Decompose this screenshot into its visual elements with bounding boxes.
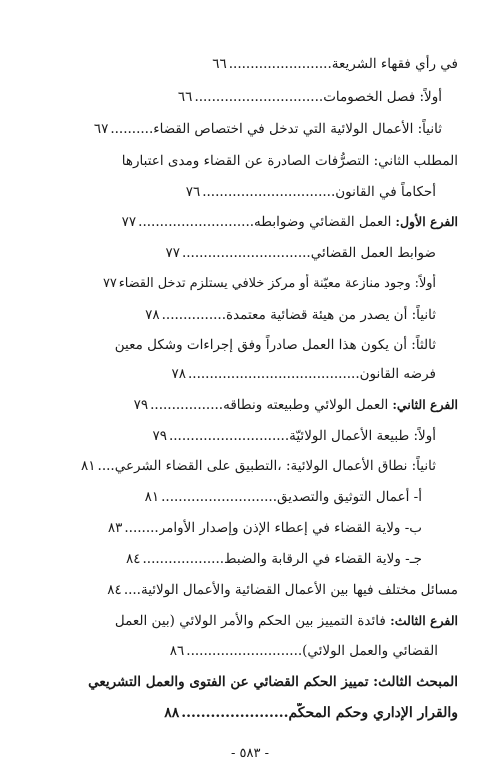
toc-entry	[36, 611, 458, 631]
toc-entry-text: القضائي والعمل الولائي)	[302, 643, 438, 659]
toc-entry	[36, 487, 422, 507]
toc-entry	[36, 580, 458, 600]
toc-entry	[36, 703, 458, 723]
toc-entry-text: ب- ولاية القضاء في إعطاء الإذن وإصدار الأوامر	[158, 520, 422, 536]
toc-entry-text: أولاً: فصل الخصومات	[323, 89, 442, 105]
toc-entry-leader: ........	[124, 520, 159, 536]
toc-entry-text: ثالثاً: أن يكون هذا العمل صادراً وفق إجراءات وشكل معين	[114, 337, 436, 353]
toc-entry-tag: الفرع الثاني:	[392, 397, 458, 412]
toc-entry	[36, 119, 442, 139]
toc-entry-text: ضوابط العمل القضائي	[310, 245, 436, 261]
toc-entry-text: أ- أعمال التوثيق والتصديق	[277, 489, 422, 505]
toc-entry	[36, 456, 436, 476]
toc-entry-text: في رأي فقهاء الشريعة	[331, 56, 458, 72]
toc-entry	[36, 87, 442, 107]
toc-entry	[36, 426, 436, 446]
toc-entry-leader: ..............................	[181, 245, 311, 261]
page-number: - ٥٨٣ -	[230, 746, 269, 761]
toc-entry-page: ٧٩	[152, 428, 167, 444]
toc-entry-text: العمل القضائي وضوابطه	[254, 214, 392, 230]
toc-entry-text: أولاً: وجود منازعة معيّنة أو مركز خلافي يستلزم تدخل القضاء	[118, 276, 436, 291]
toc-entry	[36, 641, 438, 661]
toc-entry	[36, 305, 436, 325]
toc-entry-text: جـ- ولاية القضاء في الرقابة والضبط	[224, 551, 422, 567]
toc-entry	[36, 243, 436, 263]
toc-entry-leader: ...........................	[186, 643, 303, 659]
toc-entry-page: ٦٧	[93, 121, 109, 137]
toc-entry-page: ٧٧	[165, 245, 180, 261]
toc-entry-leader: ...........................	[138, 214, 255, 230]
toc-entry-text: ثانياً: الأعمال الولائية التي تدخل في اختصاص القضاء	[153, 121, 442, 137]
toc-entry-tag: الفرع الأول:	[395, 214, 458, 229]
toc-entry-text: فرضه القانون	[359, 366, 436, 382]
toc-entry-text: مسائل مختلف فيها بين الأعمال القضائية والأعمال الولائية	[140, 582, 458, 598]
toc-entry-page: ٨١	[81, 458, 96, 474]
toc-entry-page: ٧٧	[102, 276, 117, 291]
toc-entry-text: فائدة التمييز بين الحكم والأمر الولائي (بين العمل	[114, 613, 386, 629]
toc-entry-leader: ...............................	[202, 184, 336, 200]
toc-entry-leader: ...................	[142, 551, 225, 567]
toc-entry-text: أولاً: طبيعة الأعمال الولائيّة	[289, 428, 436, 444]
toc-section-heading: المبحث الثالث: تمييز الحكم القضائي عن الفتوى والعمل التشريعي	[88, 674, 458, 690]
toc-entry-leader: ...............	[161, 307, 227, 323]
toc-entry-page: ٧٩	[133, 397, 149, 413]
toc-entry-leader: ....	[97, 458, 115, 474]
toc-entry-leader: ...........................	[161, 489, 277, 505]
toc-entry-text: ثانياً: أن يصدر من هيئة قضائية معتمدة	[226, 307, 436, 323]
toc-entry-page: ٦٦	[212, 56, 227, 72]
toc-entry-page: ٨٨	[164, 705, 180, 721]
toc-entry	[36, 518, 422, 538]
toc-entry-leader: ............................	[168, 428, 290, 444]
toc-entry-page: ٧٧	[121, 214, 137, 230]
toc-entry-text: والقرار الإداري وحكم المحكّم	[288, 705, 458, 721]
toc-entry-leader: ....	[123, 582, 141, 598]
toc-entry	[36, 54, 458, 74]
toc-entry-leader: .................	[150, 397, 224, 413]
toc-entry	[36, 182, 436, 202]
toc-entry-page: ٨٤	[107, 582, 122, 598]
toc-entry	[36, 395, 458, 415]
toc-entry-leader: ..........	[110, 121, 154, 137]
toc-entry-leader: ..............................	[194, 89, 324, 105]
toc-entry	[36, 212, 458, 232]
toc-entry-text: ثانياً: نطاق الأعمال الولائية: ،التطبيق على القضاء الشرعي	[114, 458, 436, 474]
toc-entry-leader: ........................................	[187, 366, 360, 382]
toc-entry-text: أحكاماً في القانون	[335, 184, 436, 200]
toc-entry	[36, 364, 436, 384]
toc-entry-tag: الفرع الثالث:	[390, 613, 458, 628]
toc-entry-leader: ......................	[181, 705, 289, 721]
toc-entry	[36, 549, 422, 569]
toc-heading: المطلب الثاني: التصرُّفات الصادرة عن القضاء ومدى اعتبارها	[121, 153, 458, 169]
toc-entry-page: ٨٤	[125, 551, 141, 567]
toc-entry-page: ٨١	[144, 489, 160, 505]
toc-entry-page: ٧٦	[185, 184, 201, 200]
toc-entry-page: ٨٣	[107, 520, 123, 536]
toc-entry-page: ٧٨	[171, 366, 186, 382]
toc-entry-page: ٨٦	[169, 643, 185, 659]
toc-entry-page: ٦٦	[177, 89, 193, 105]
toc-entry-leader: ........................	[228, 56, 332, 72]
toc-entry	[36, 274, 436, 294]
toc-entry-page: ٧٨	[145, 307, 160, 323]
toc-entry-text: العمل الولائي وطبيعته ونطاقه	[223, 397, 389, 413]
